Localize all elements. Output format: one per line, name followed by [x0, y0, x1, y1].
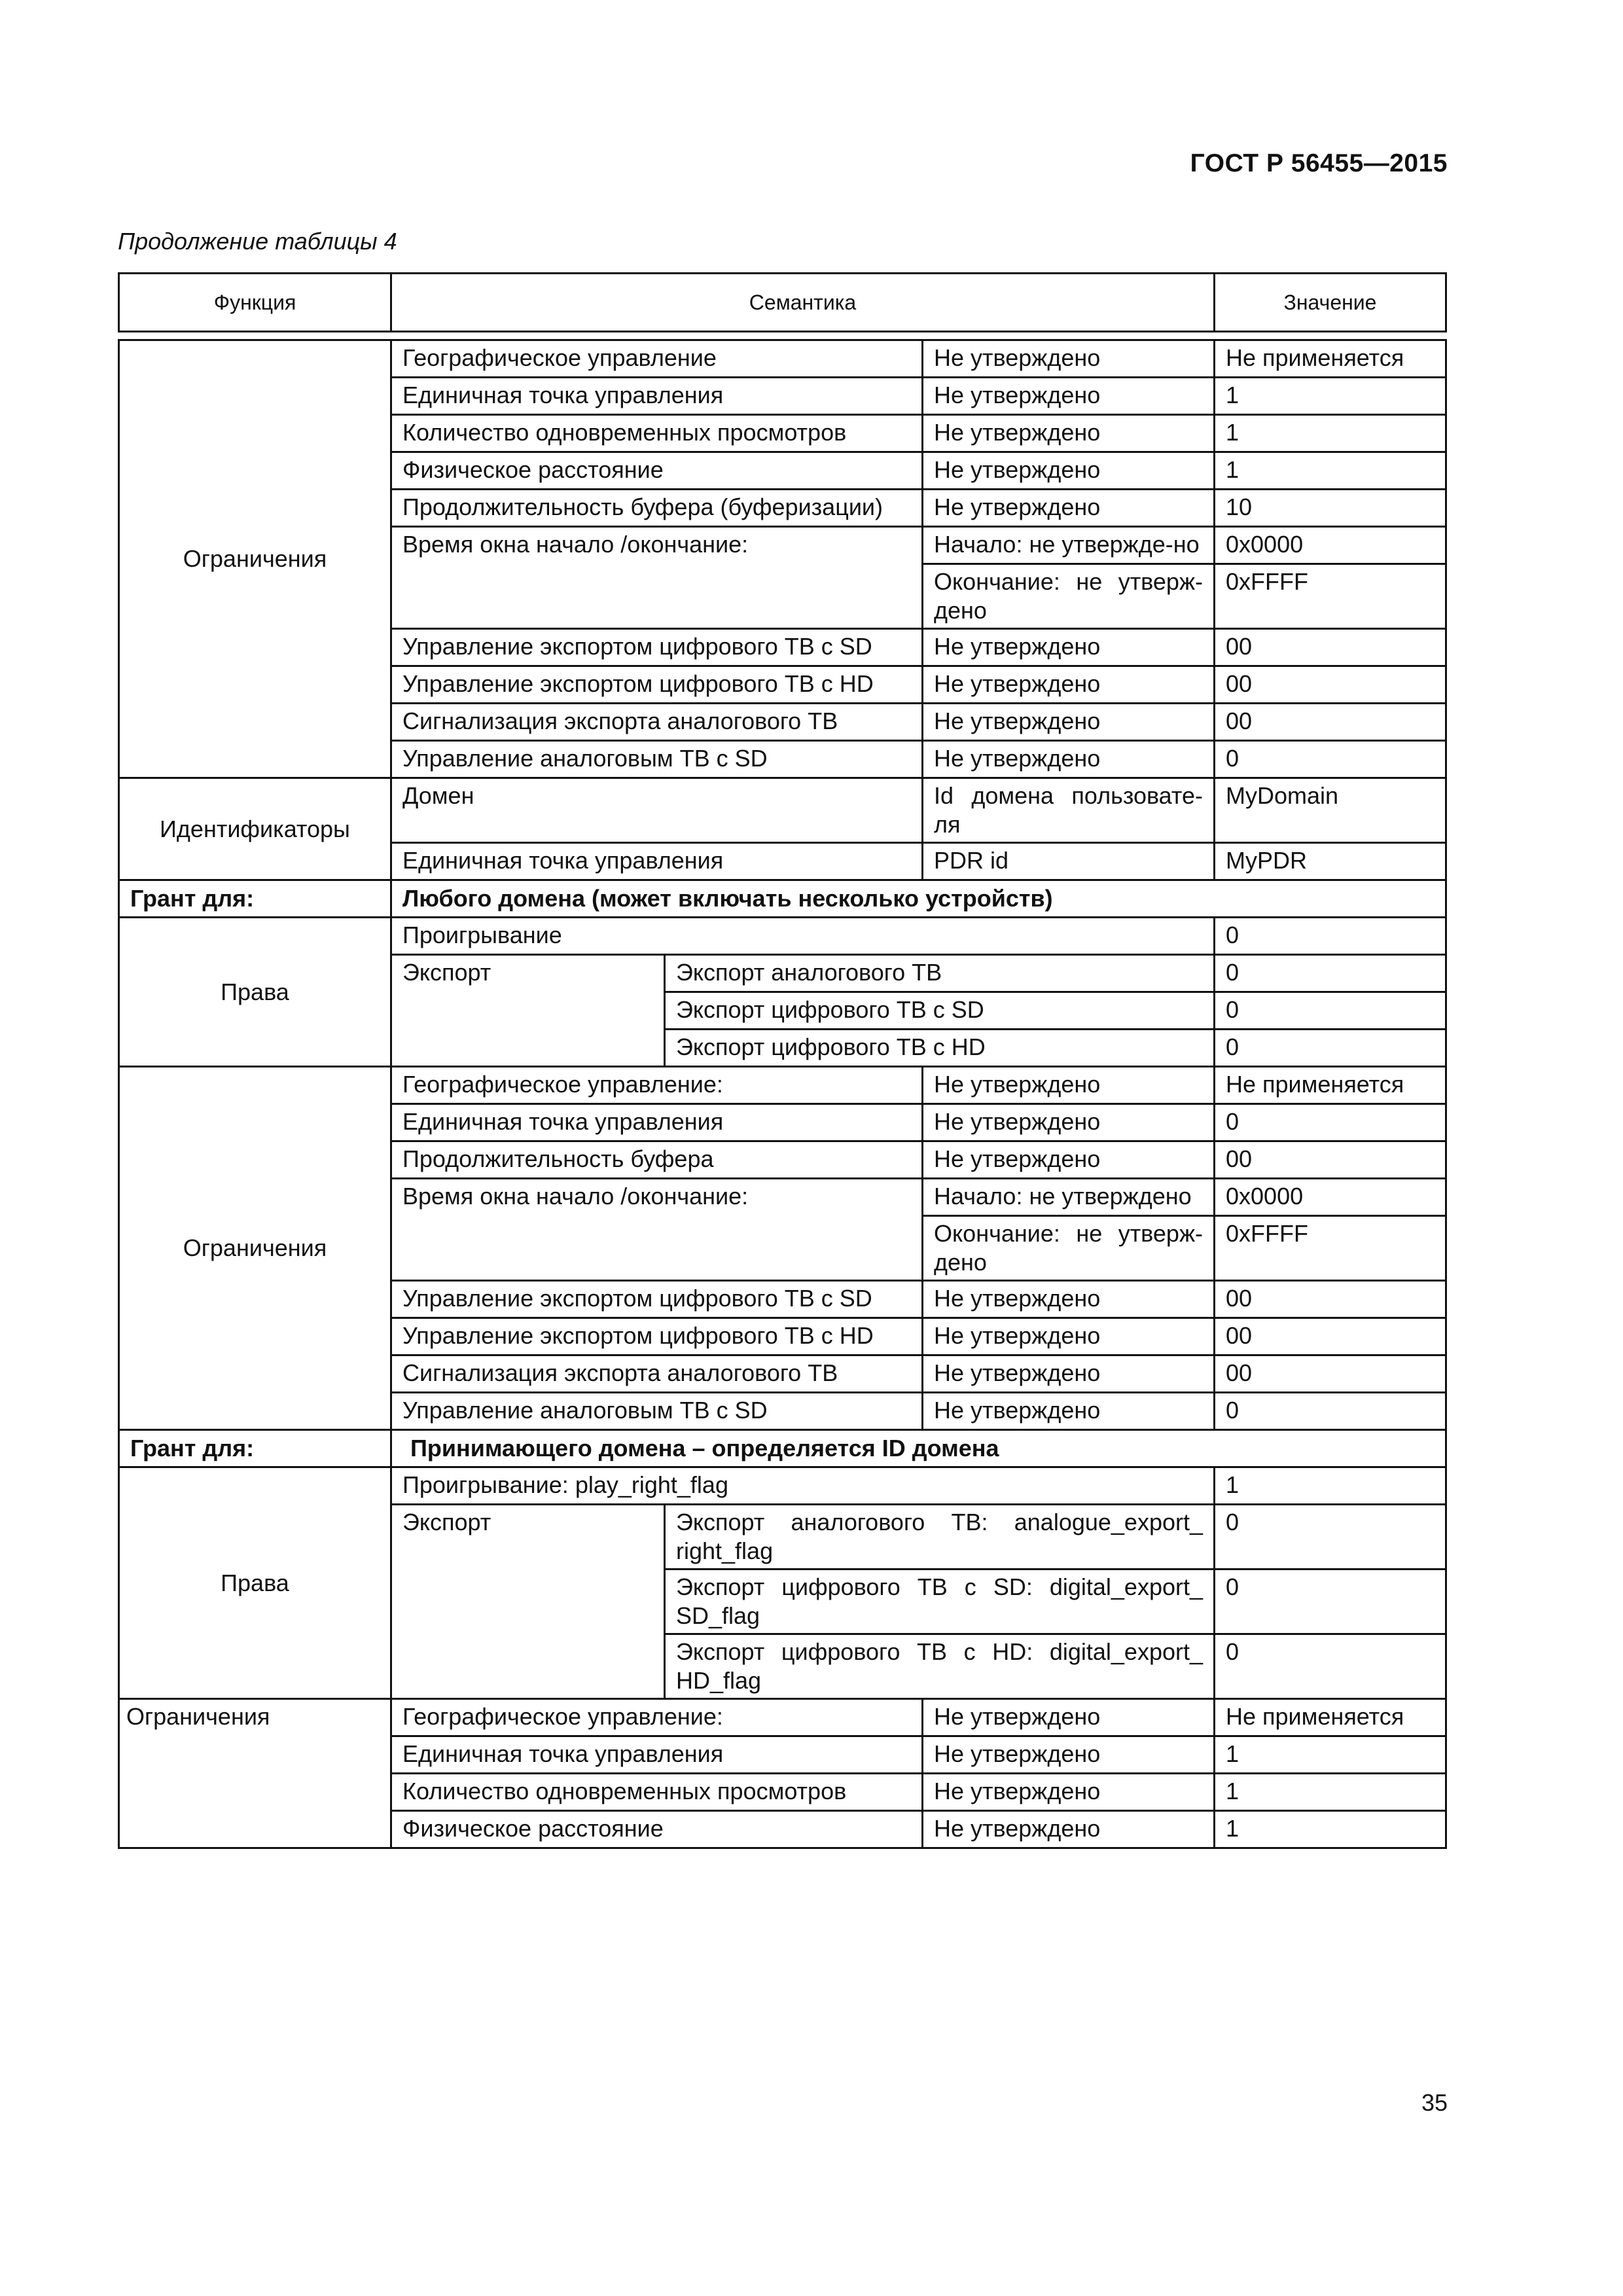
value-cell: 0x0000	[1215, 527, 1446, 564]
sub-semantics-cell: Экспорт цифрового ТВ с HD: digital_export_ HD_flag	[665, 1634, 1215, 1699]
semantics-cell: Время окна начало /окончание:	[391, 1179, 923, 1281]
table-row	[119, 918, 1446, 955]
sub-semantics-cell: Экспорт цифрового ТВ с HD	[665, 1030, 1215, 1067]
value-cell: 0x0000	[1215, 1179, 1446, 1216]
semantics-cell: Количество одновременных просмотров	[391, 415, 923, 452]
grant-text: Любого домена (может включать несколько устройств)	[391, 880, 1446, 918]
sub-semantics-cell: Экспорт аналогового ТВ: analogue_export_ right_flag	[665, 1505, 1215, 1570]
table-body	[119, 340, 1446, 1848]
value-cell: 1	[1215, 1467, 1446, 1505]
value-cell: 0	[1215, 1393, 1446, 1430]
value-cell: Не применяется	[1215, 1067, 1446, 1104]
value-cell: 0	[1215, 955, 1446, 992]
status-cell: Не утверждено	[923, 1736, 1215, 1774]
semantics-cell: Физическое расстояние	[391, 452, 923, 490]
status-cell: Не утверждено	[923, 1355, 1215, 1393]
semantics-cell: Проигрывание: play_right_flag	[391, 1467, 1215, 1505]
semantics-cell: Управление экспортом цифрового ТВ с SD	[391, 629, 923, 666]
grant-text: Принимающего домена – определяется ID домена	[391, 1430, 1446, 1467]
status-cell: Не утверждено	[923, 452, 1215, 490]
table-row	[119, 1467, 1446, 1505]
value-cell: 00	[1215, 666, 1446, 704]
status-cell: Не утверждено	[923, 340, 1215, 378]
status-cell: Не утверждено	[923, 1318, 1215, 1355]
semantics-cell: Управление аналоговым ТВ с SD	[391, 741, 923, 778]
value-cell: 0	[1215, 1570, 1446, 1634]
status-cell: Не утверждено	[923, 1141, 1215, 1179]
semantics-cell: Физическое расстояние	[391, 1811, 923, 1848]
status-cell: Не утверждено	[923, 629, 1215, 666]
value-cell: 0xFFFF	[1215, 1216, 1446, 1281]
function-cell: Идентификаторы	[119, 778, 391, 880]
semantics-cell: Единичная точка управления	[391, 843, 923, 880]
status-cell: Не утверждено	[923, 1811, 1215, 1848]
value-cell: 00	[1215, 1355, 1446, 1393]
value-cell: 0	[1215, 918, 1446, 955]
status-cell: Не утверждено	[923, 1067, 1215, 1104]
status-cell: Не утверждено	[923, 1104, 1215, 1141]
value-cell: 0	[1215, 741, 1446, 778]
value-cell: 1	[1215, 1774, 1446, 1811]
semantics-cell: Продолжительность буфера	[391, 1141, 923, 1179]
table-row	[119, 778, 1446, 843]
column-header-function: Функция	[119, 274, 391, 332]
value-cell: 00	[1215, 1141, 1446, 1179]
value-cell: 00	[1215, 629, 1446, 666]
sub-semantics-cell: Экспорт цифрового ТВ с SD	[665, 992, 1215, 1030]
function-cell: Права	[119, 918, 391, 1067]
semantics-cell: Сигнализация экспорта аналогового ТВ	[391, 1355, 923, 1393]
status-cell: Начало: не утвержде-но	[923, 527, 1215, 564]
status-cell: Не утверждено	[923, 704, 1215, 741]
value-cell: Не применяется	[1215, 1699, 1446, 1736]
value-cell: 0	[1215, 1505, 1446, 1570]
value-cell: Не применяется	[1215, 340, 1446, 378]
value-cell: 1	[1215, 452, 1446, 490]
semantics-cell: Управление аналоговым ТВ с SD	[391, 1393, 923, 1430]
value-cell: MyPDR	[1215, 843, 1446, 880]
function-cell: Права	[119, 1467, 391, 1699]
status-cell: Не утверждено	[923, 378, 1215, 415]
column-header-semantics: Семантика	[391, 274, 1215, 332]
status-cell: Не утверждено	[923, 415, 1215, 452]
sub-semantics-cell: Экспорт аналогового ТВ	[665, 955, 1215, 992]
semantics-cell: Домен	[391, 778, 923, 843]
function-cell: Ограничения	[119, 1067, 391, 1430]
value-cell: 0	[1215, 1634, 1446, 1699]
semantics-cell: Экспорт	[391, 955, 665, 1067]
semantics-cell: Время окна начало /окончание:	[391, 527, 923, 629]
status-cell: Не утверждено	[923, 490, 1215, 527]
semantics-cell: Управление экспортом цифрового ТВ с SD	[391, 1281, 923, 1318]
semantics-cell: Экспорт	[391, 1505, 665, 1699]
status-cell: Id домена пользовате-ля	[923, 778, 1215, 843]
value-cell: 0	[1215, 992, 1446, 1030]
status-cell: Не утверждено	[923, 1281, 1215, 1318]
function-cell: Ограничения	[119, 1699, 391, 1848]
table-caption: Продолжение таблицы 4	[118, 228, 397, 255]
grant-row	[119, 1430, 1446, 1467]
value-cell: MyDomain	[1215, 778, 1446, 843]
semantics-cell: Продолжительность буфера (буферизации)	[391, 490, 923, 527]
status-cell: PDR id	[923, 843, 1215, 880]
semantics-cell: Единичная точка управления	[391, 1736, 923, 1774]
status-cell: Не утверждено	[923, 741, 1215, 778]
document-code: ГОСТ Р 56455—2015	[1190, 149, 1448, 177]
status-cell: Не утверждено	[923, 1774, 1215, 1811]
value-cell: 0	[1215, 1030, 1446, 1067]
value-cell: 00	[1215, 704, 1446, 741]
table-header	[118, 272, 1447, 332]
status-cell: Не утверждено	[923, 666, 1215, 704]
table-row	[119, 1067, 1446, 1104]
value-cell: 1	[1215, 1811, 1446, 1848]
semantics-cell: Единичная точка управления	[391, 1104, 923, 1141]
sub-semantics-cell: Экспорт цифрового ТВ с SD: digital_export_ SD_flag	[665, 1570, 1215, 1634]
semantics-cell: Географическое управление:	[391, 1699, 923, 1736]
grant-row	[119, 880, 1446, 918]
semantics-cell: Управление экспортом цифрового ТВ с HD	[391, 1318, 923, 1355]
table-row	[119, 340, 1446, 378]
status-cell: Окончание: не утверж-дено	[923, 1216, 1215, 1281]
value-cell: 1	[1215, 415, 1446, 452]
data-table	[118, 339, 1447, 1849]
page-number: 35	[1421, 2089, 1448, 2116]
semantics-cell: Географическое управление	[391, 340, 923, 378]
value-cell: 10	[1215, 490, 1446, 527]
value-cell: 0	[1215, 1104, 1446, 1141]
semantics-cell: Проигрывание	[391, 918, 1215, 955]
value-cell: 1	[1215, 1736, 1446, 1774]
value-cell: 00	[1215, 1318, 1446, 1355]
status-cell: Начало: не утверждено	[923, 1179, 1215, 1216]
semantics-cell: Географическое управление:	[391, 1067, 923, 1104]
status-cell: Не утверждено	[923, 1393, 1215, 1430]
column-header-value: Значение	[1215, 274, 1446, 332]
semantics-cell: Управление экспортом цифрового ТВ с HD	[391, 666, 923, 704]
semantics-cell: Сигнализация экспорта аналогового ТВ	[391, 704, 923, 741]
grant-label: Грант для:	[119, 880, 391, 918]
table-row	[119, 1699, 1446, 1736]
function-cell: Ограничения	[119, 340, 391, 778]
semantics-cell: Количество одновременных просмотров	[391, 1774, 923, 1811]
grant-label: Грант для:	[119, 1430, 391, 1467]
status-cell: Не утверждено	[923, 1699, 1215, 1736]
value-cell: 0xFFFF	[1215, 564, 1446, 629]
value-cell: 00	[1215, 1281, 1446, 1318]
value-cell: 1	[1215, 378, 1446, 415]
semantics-cell: Единичная точка управления	[391, 378, 923, 415]
status-cell: Окончание: не утверж-дено	[923, 564, 1215, 629]
